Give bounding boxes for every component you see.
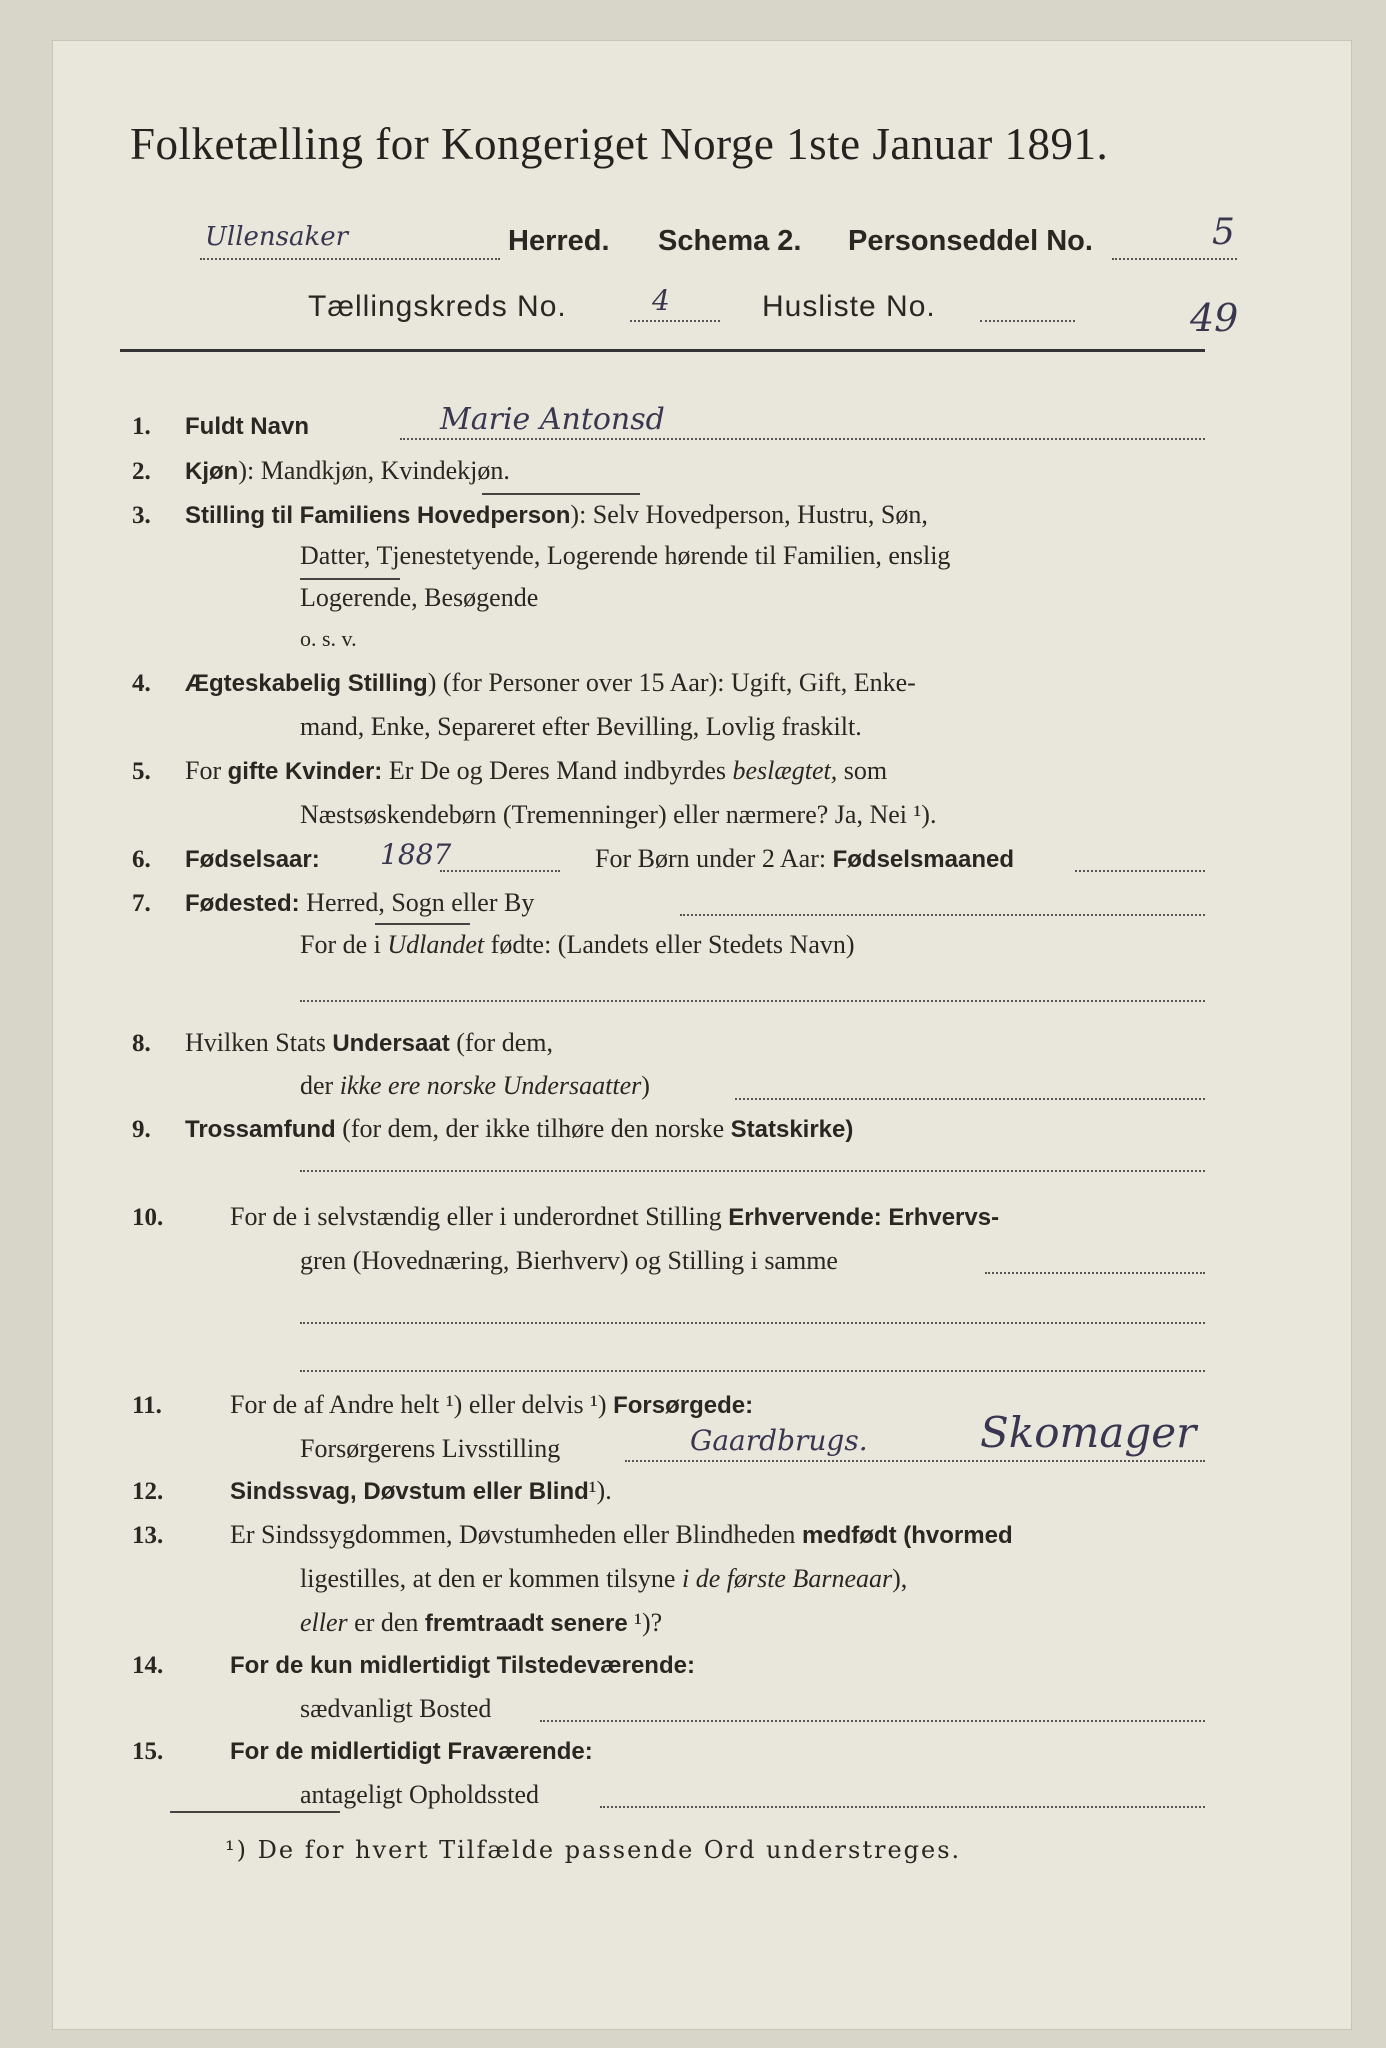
- sindssyg-text: Er Sindssygdommen, Døvstumheden eller Blindheden: [230, 1520, 802, 1549]
- gifte-prefix: For: [185, 756, 228, 785]
- forsorger-dotline: [625, 1460, 1205, 1462]
- fodselsaar-value: 1887: [380, 838, 452, 871]
- stilling-label: Stilling til Familiens Hovedperson: [185, 502, 571, 529]
- item-number: 6.: [132, 846, 151, 873]
- trossamfund-label: Trossamfund: [185, 1116, 336, 1143]
- fodselsaar-dotline: [440, 870, 560, 872]
- item-14-line2: sædvanligt Bosted: [300, 1694, 492, 1723]
- erhverv-dotline-1: [985, 1272, 1205, 1274]
- item-number: 4.: [132, 670, 151, 697]
- paren-close: ): [641, 1071, 650, 1100]
- item-13-line2: [300, 1564, 907, 1594]
- item-3-line1: [185, 500, 928, 530]
- husliste-dotline: [980, 320, 1075, 322]
- tilstede-label: For de kun midlertidigt Tilstedeværende:: [230, 1652, 695, 1679]
- item-14-line1: [230, 1650, 695, 1680]
- undersaat-dotline: [735, 1098, 1205, 1100]
- schema-label: Schema 2.: [658, 225, 802, 257]
- kreds-dotline: [630, 320, 720, 322]
- item-number: 13.: [132, 1522, 164, 1549]
- husliste-value: 49: [1190, 296, 1239, 340]
- item-15-line1: [230, 1736, 593, 1766]
- fuldt-navn-label: Fuldt Navn: [185, 413, 309, 440]
- fodselsmaaned-prefix: For Børn under 2 Aar:: [595, 844, 833, 873]
- paren-comma: ),: [892, 1564, 908, 1593]
- husliste-label: Husliste No.: [762, 290, 936, 323]
- ligestilles-text: ligestilles, at den er kommen tilsyne: [300, 1564, 682, 1593]
- herred-dotline: [200, 258, 500, 260]
- erhverv-dotline-3: [300, 1370, 1205, 1372]
- sindssvag-rest: ¹).: [588, 1476, 612, 1505]
- item-2-line: [185, 456, 510, 486]
- erhverv-label: Erhvervende: Erhvervs-: [728, 1204, 1000, 1231]
- item-5-line2: Næstsøskendebørn (Tremenninger) eller nærmere? Ja, Nei ¹).: [300, 800, 937, 829]
- kreds-label: Tællingskreds No.: [308, 290, 567, 323]
- gifte-som: som: [837, 756, 888, 785]
- fravaerende-label: For de midlertidigt Fraværende:: [230, 1738, 593, 1765]
- herred-value: Ullensaker: [205, 222, 349, 252]
- item-7-line1: [185, 888, 534, 918]
- stats-text: (for dem,: [449, 1028, 553, 1057]
- herred-label: Herred.: [508, 225, 610, 257]
- header-rule: [120, 349, 1205, 352]
- item-number: 8.: [132, 1030, 151, 1057]
- item-10-line2: gren (Hovednæring, Bierhverv) og Stilling i samme: [300, 1246, 838, 1275]
- aegteskab-options-1: ) (for Personer over 15 Aar): Ugift, Gift, Enke-: [427, 668, 916, 697]
- item-number: 7.: [132, 890, 151, 917]
- barneaar-text: i de første Barneaar: [681, 1564, 893, 1593]
- fodested-options: Herred, Sogn eller By: [299, 888, 535, 917]
- stats-prefix: Hvilken Stats: [185, 1028, 333, 1057]
- fodselsmaaned-dotline: [1075, 870, 1205, 872]
- item-7-line2: [300, 930, 855, 960]
- item-12-line: [230, 1476, 612, 1506]
- item-10-line1: [230, 1202, 999, 1232]
- personseddel-dotline: [1112, 258, 1237, 260]
- fremtraadt-label: fremtraadt senere: [424, 1610, 628, 1637]
- item-number: 11.: [132, 1392, 162, 1419]
- fodselsmaaned-label: Fødselsmaaned: [832, 846, 1014, 873]
- item-number: 3.: [132, 502, 151, 529]
- item-9-line1: [185, 1114, 1210, 1144]
- herred-underline: [375, 923, 470, 925]
- question-mark: ¹)?: [627, 1608, 663, 1637]
- fodested-label: Fødested:: [185, 890, 300, 917]
- eller-word: eller: [300, 1608, 348, 1637]
- kjon-options: ): Mandkjøn, Kvindekjøn.: [238, 456, 510, 485]
- item-number: 15.: [132, 1738, 164, 1765]
- footnote: ¹) De for hvert Tilfælde passende Ord understreges.: [225, 1836, 962, 1864]
- item-3-line4: o. s. v.: [300, 626, 357, 651]
- kvindekjon-underline: [482, 493, 640, 495]
- item-number: 1.: [132, 413, 151, 440]
- item-6-line: [185, 844, 320, 874]
- fuldt-navn-value: Marie Antonsd: [440, 402, 665, 437]
- trossamfund-text: (for dem, der ikke tilhøre den norske: [335, 1114, 731, 1143]
- footnote-rule: [170, 1811, 340, 1813]
- forsorger-value-1: Gaardbrugs.: [690, 1424, 868, 1457]
- item-11-line1: [230, 1390, 753, 1420]
- item-number: 14.: [132, 1652, 164, 1679]
- aegteskab-label: Ægteskabelig Stilling: [185, 670, 428, 697]
- fuldt-navn-dotline: [400, 438, 1205, 440]
- forsorget-label: Forsørgede:: [613, 1392, 754, 1419]
- fodselsaar-label: Fødselsaar:: [185, 846, 320, 873]
- der-prefix: der: [300, 1071, 340, 1100]
- forsorget-text: For de af Andre helt ¹) eller delvis ¹): [230, 1390, 614, 1419]
- item-4-line2: mand, Enke, Separeret efter Bevilling, Lovlig fraskilt.: [300, 712, 862, 741]
- medfodt-label: medfødt (hvormed: [801, 1522, 1013, 1549]
- udland-text: fødte: (Landets eller Stedets Navn): [484, 930, 855, 959]
- form-title: Folketælling for Kongeriget Norge 1ste Januar 1891.: [130, 119, 1109, 169]
- undersaat-label: Undersaat: [332, 1030, 450, 1057]
- item-13-line3: [300, 1608, 662, 1638]
- udland-prefix: For de i: [300, 930, 388, 959]
- item-13-line1: [230, 1520, 1013, 1550]
- item-number: 10.: [132, 1204, 164, 1231]
- erhverv-dotline-2: [300, 1322, 1205, 1324]
- item-6-mid: [595, 844, 1014, 874]
- trossamfund-dotline: [300, 1170, 1205, 1172]
- datter-underline: [300, 578, 400, 580]
- ikke-norske-text: ikke ere norske Undersaatter: [339, 1071, 642, 1100]
- statskirke-label: Statskirke): [730, 1116, 854, 1143]
- item-3-line2: Datter, Tjenestetyende, Logerende hørende til Familien, enslig: [300, 541, 951, 570]
- item-number: 9.: [132, 1116, 151, 1143]
- gifte-text: Er De og Deres Mand indbyrdes: [382, 756, 733, 785]
- er-den-text: er den: [347, 1608, 425, 1637]
- kreds-value: 4: [652, 284, 670, 317]
- item-number: 5.: [132, 758, 151, 785]
- item-3-line3: Logerende, Besøgende: [300, 583, 539, 612]
- stilling-options-1: ): Selv Hovedperson, Hustru, Søn,: [570, 500, 928, 529]
- forsorger-value-2: Skomager: [980, 1408, 1197, 1457]
- item-number: 2.: [132, 458, 151, 485]
- item-8-line1: [185, 1028, 553, 1058]
- item-11-line2: Forsørgerens Livsstilling: [300, 1434, 561, 1463]
- fodested-dotline: [680, 914, 1205, 916]
- item-5-line1: [185, 756, 887, 786]
- udlandet-word: Udlandet: [387, 930, 485, 959]
- sindssvag-label: Sindssvag, Døvstum eller Blind: [230, 1478, 589, 1505]
- item-15-line2: antageligt Opholdssted: [300, 1780, 540, 1809]
- erhverv-text: For de i selvstændig eller i underordnet Stilling: [230, 1202, 729, 1231]
- item-1-line: [185, 411, 309, 441]
- bosted-dotline: [540, 1720, 1205, 1722]
- gifte-label: gifte Kvinder:: [227, 758, 383, 785]
- item-number: 12.: [132, 1478, 164, 1505]
- item-4-line1: [185, 668, 916, 698]
- item-8-line2: [300, 1071, 650, 1101]
- beslaegtet-word: beslægtet,: [732, 756, 838, 785]
- personseddel-value: 5: [1212, 212, 1235, 253]
- opholdssted-dotline: [600, 1806, 1205, 1808]
- personseddel-label: Personseddel No.: [848, 225, 1093, 257]
- udland-dotline: [300, 1000, 1205, 1002]
- kjon-label: Kjøn: [185, 458, 239, 485]
